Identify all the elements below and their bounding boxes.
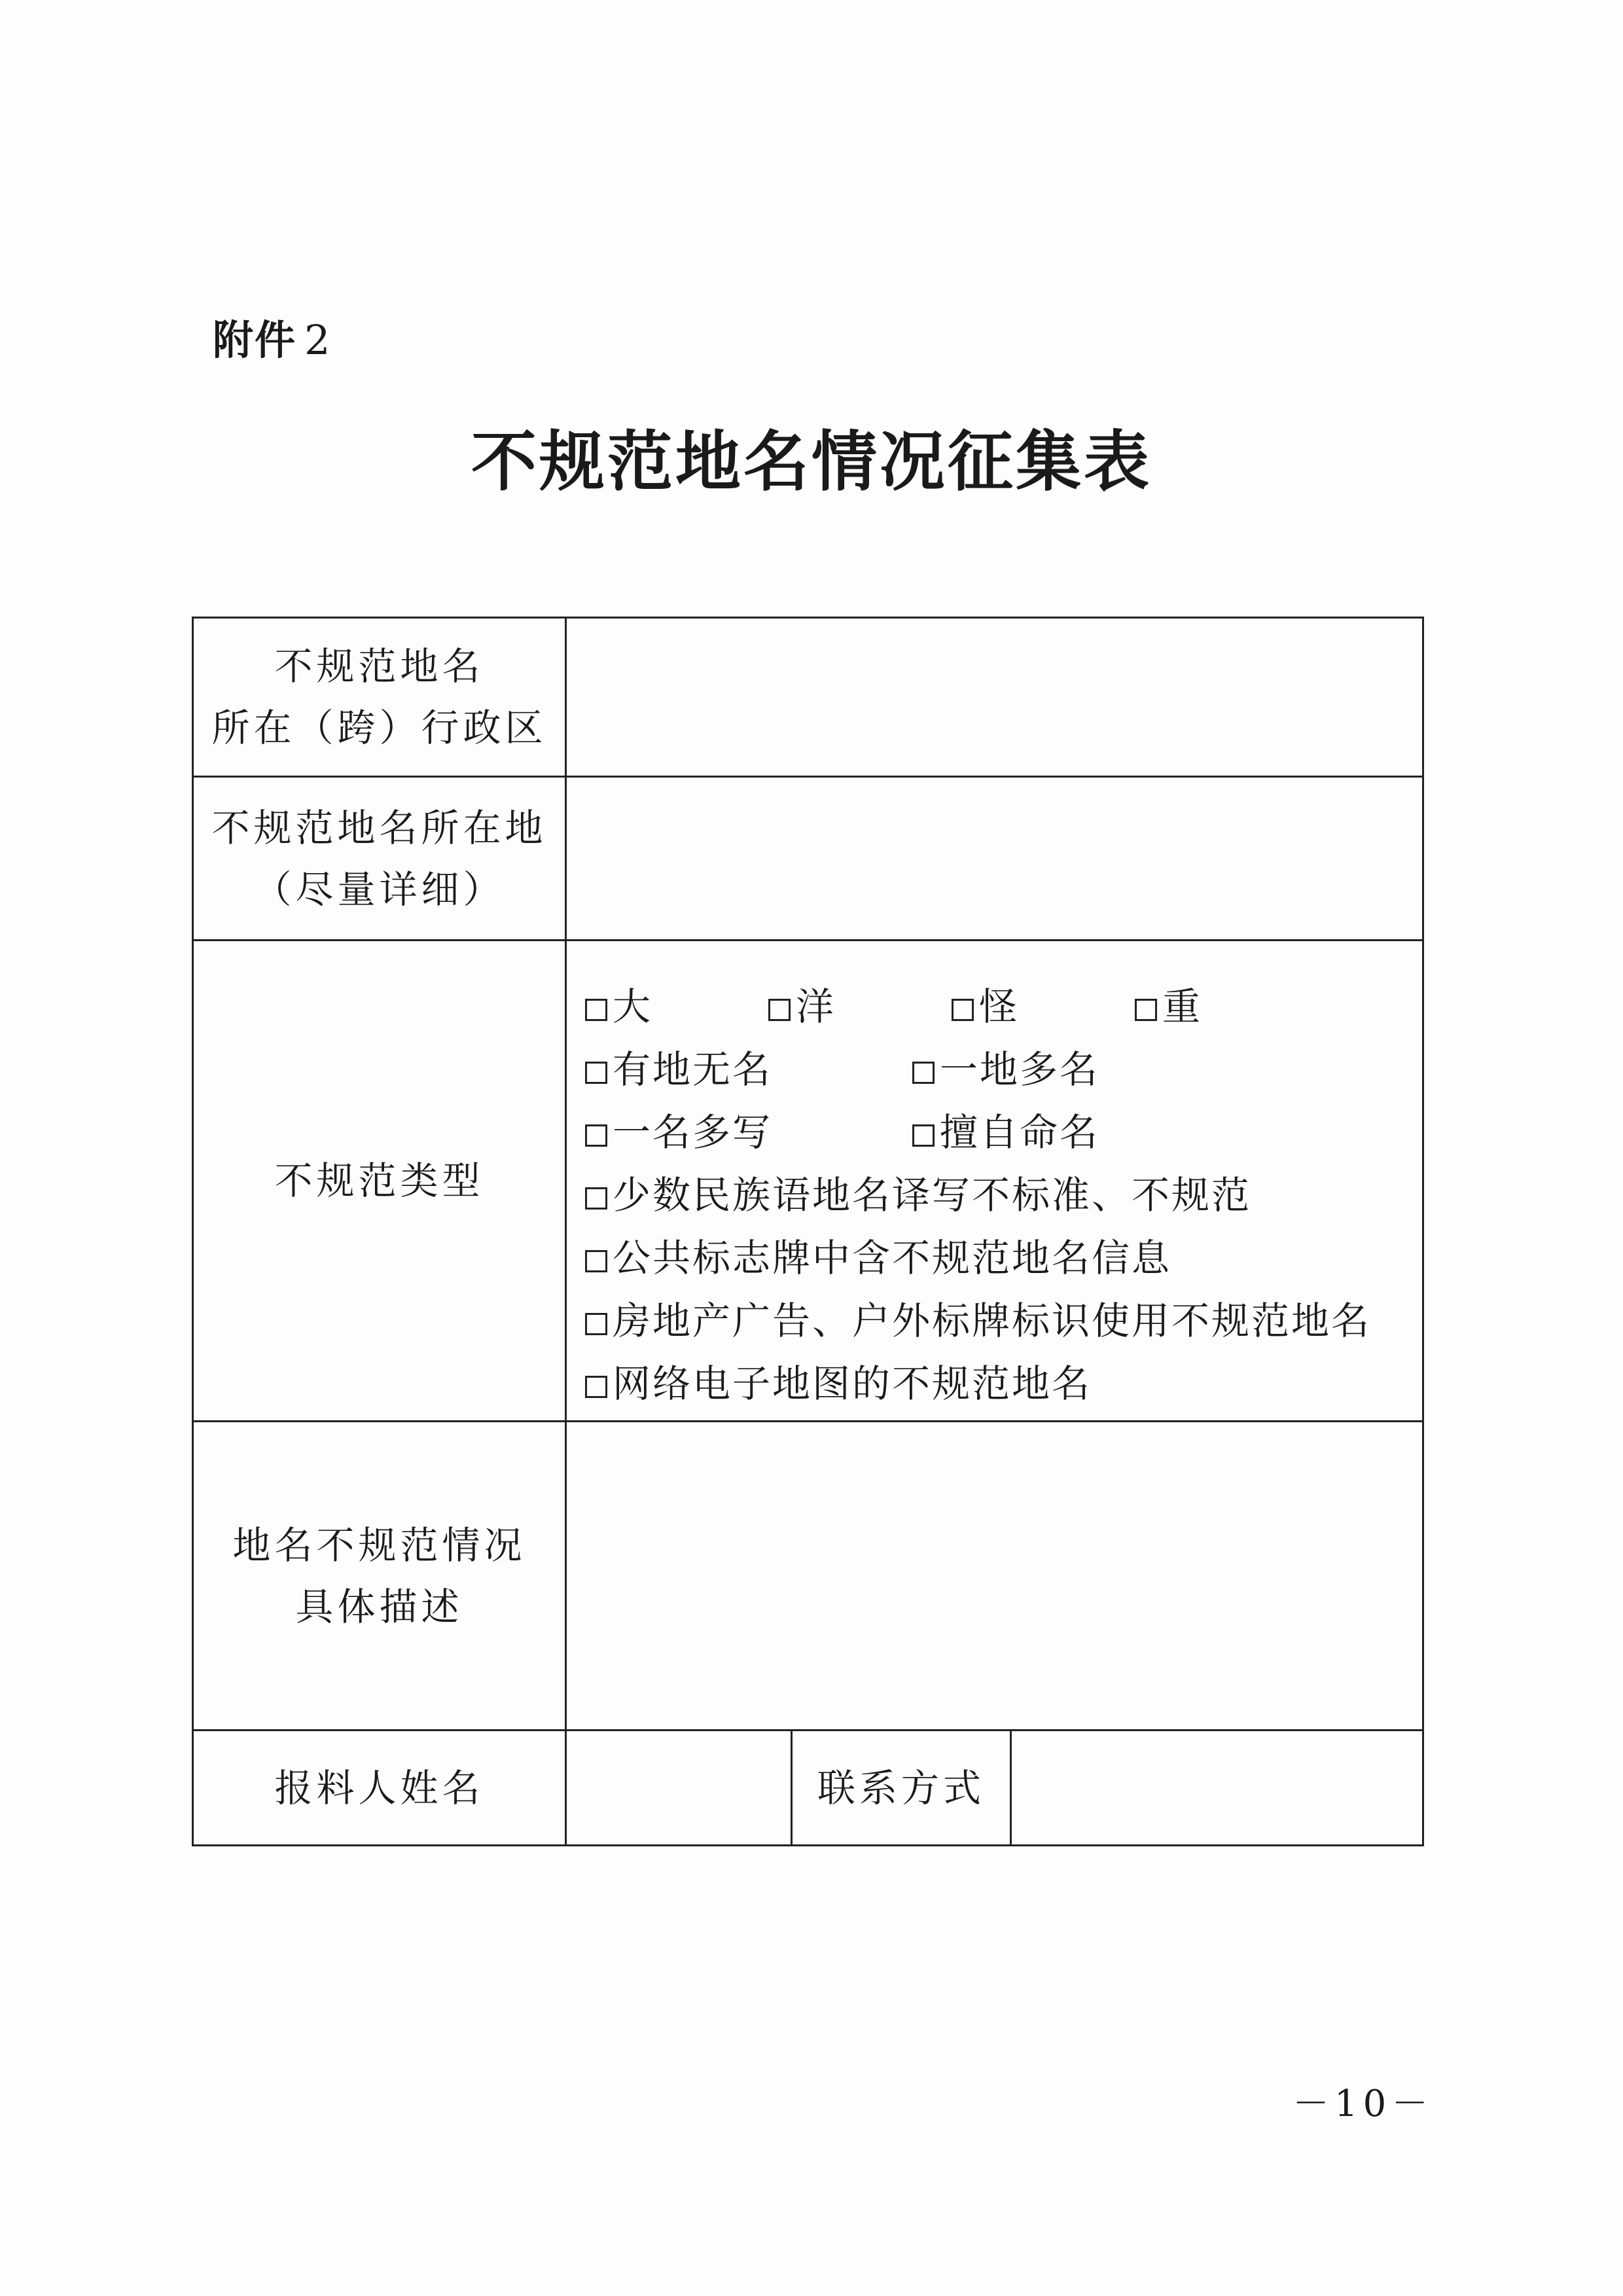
type-label: 不规范类型 (193, 941, 566, 1422)
attachment-label (213, 308, 331, 366)
option-duplicate[interactable]: 重 (1135, 975, 1202, 1038)
row-reporter (193, 1731, 1423, 1846)
location-label-line2: （尽量详细） (253, 867, 505, 912)
checkbox[interactable] (768, 999, 791, 1021)
reporter-name-input[interactable] (566, 1731, 792, 1846)
row-type (193, 941, 1423, 1422)
attachment-word: 附件 (213, 316, 297, 364)
options-row-1 (585, 975, 1422, 1038)
options-row-3 (585, 1101, 1422, 1164)
document-title: 不规范地名情况征集表 (471, 423, 1152, 500)
reporter-name-label: 报料人姓名 (193, 1731, 566, 1846)
location-label-line1: 不规范地名所在地 (211, 805, 547, 850)
row-location (193, 777, 1423, 941)
checkbox[interactable] (952, 999, 974, 1021)
row-admin-region (193, 618, 1423, 777)
description-label-line1: 地名不规范情况 (232, 1522, 526, 1568)
checkbox[interactable] (585, 1250, 607, 1272)
option-multiple-names[interactable]: 一地多名 (912, 1038, 1099, 1101)
option-public-signage[interactable]: 公共标志牌中含不规范地名信息 (585, 1227, 1422, 1289)
row-description (193, 1422, 1423, 1731)
option-strange[interactable]: 怪 (952, 975, 1135, 1038)
checkbox[interactable] (912, 1062, 935, 1084)
admin-region-label-line1: 不规范地名 (274, 644, 484, 689)
option-unauthorized-naming[interactable]: 擅自命名 (912, 1101, 1099, 1164)
option-big[interactable]: 大 (585, 975, 768, 1038)
checkbox[interactable] (585, 1376, 607, 1398)
option-foreign[interactable]: 洋 (768, 975, 952, 1038)
collection-form-table (192, 617, 1424, 1846)
option-ethnic-translation[interactable]: 少数民族语地名译写不标准、不规范 (585, 1164, 1422, 1227)
option-real-estate-ads[interactable]: 房地产广告、户外标牌标识使用不规范地名 (585, 1289, 1422, 1352)
location-input[interactable] (566, 777, 1423, 941)
checkbox[interactable] (912, 1124, 935, 1147)
admin-region-input[interactable] (566, 618, 1423, 777)
option-online-maps[interactable]: 网络电子地图的不规范地名 (585, 1352, 1422, 1415)
contact-label: 联系方式 (792, 1731, 1011, 1846)
admin-region-label (193, 618, 566, 777)
description-input[interactable] (566, 1422, 1423, 1731)
description-label (193, 1422, 566, 1731)
page-number: －10－ (1293, 2083, 1434, 2125)
option-unnamed-place[interactable]: 有地无名 (585, 1038, 912, 1101)
option-multiple-spellings[interactable]: 一名多写 (585, 1101, 912, 1164)
checkbox[interactable] (585, 999, 607, 1021)
checkbox[interactable] (585, 1187, 607, 1210)
location-label (193, 777, 566, 941)
attachment-number: 2 (304, 316, 332, 364)
checkbox[interactable] (585, 1124, 607, 1147)
checkbox[interactable] (1135, 999, 1157, 1021)
admin-region-label-line2: 所在（跨）行政区 (211, 706, 547, 750)
options-row-2 (585, 1038, 1422, 1101)
type-options (566, 941, 1423, 1422)
description-label-line2: 具体描述 (295, 1584, 463, 1629)
checkbox[interactable] (585, 1062, 607, 1084)
contact-input[interactable] (1011, 1731, 1423, 1846)
checkbox[interactable] (585, 1313, 607, 1335)
